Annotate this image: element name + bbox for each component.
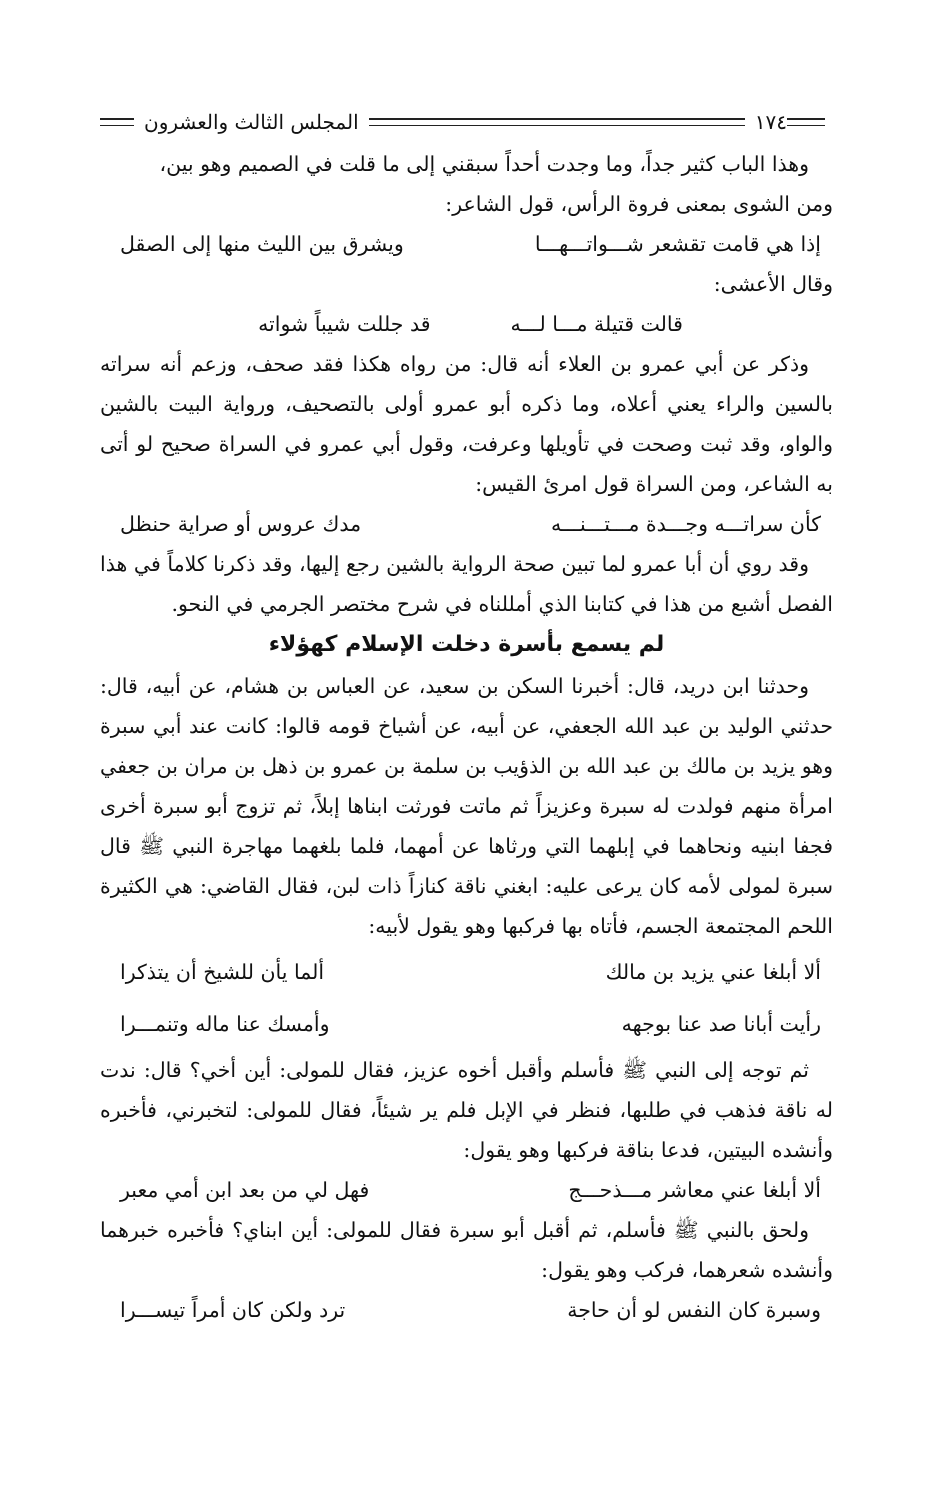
header-rule-short — [787, 118, 825, 126]
paragraph: وقال الأعشى: — [713, 272, 833, 296]
page-body — [100, 144, 833, 1330]
verse-second-hemistich: وأمسك عنا ماله وتنمـــرا — [120, 1012, 330, 1036]
paragraph: وذكر عن أبي عمرو بن العلاء أنه قال: من رواه هكذا فقد صحف، وزعم أنه سراته بالسين والراء يعني أعلاه، وما ذكره أبو عمرو أولى بالتصحيف، ورواية البيت بالشين والواو، وقد ثبت وصحت في تأويلها وعرفت، وقول أبي عمرو في السراة صحيح لو أتى به الشاعر، ومن السراة قول امرئ القيس: — [100, 352, 833, 496]
section-heading: لم يسمع بأسرة دخلت الإسلام كهؤلاء — [268, 632, 665, 657]
header-rule-end — [100, 118, 134, 126]
verse-first-hemistich: ألا أبلغا عني يزيد بن مالك — [605, 960, 821, 984]
verse-line — [100, 946, 833, 998]
verse-second-hemistich: فهل لي من بعد ابن أمي معبر — [120, 1178, 370, 1202]
verse-line — [100, 304, 833, 344]
verse-second-hemistich: ترد ولكن كان أمراً تيســـرا — [120, 1298, 346, 1322]
paragraph: وحدثنا ابن دريد، قال: أخبرنا السكن بن سعيد، عن العباس بن هشام، عن أبيه، قال: حدثني الوليد بن عبد الله الجعفي، عن أبيه، عن أشياخ قومه قالوا: كانت عند أبي سبرة وهو يزيد بن مالك بن عبد الله بن الذؤيب بن سلمة بن عمرو بن ذهل بن مران بن جعفي امرأة منهم فولدت له سبرة وعزيزاً ثم ماتت فورثت ابناها إبلاً، ثم تزوج أبو سبرة أخرى فجفا ابنيه ونحاهما في إبلهما التي ورثاها عن أمهما، فلما بلغهما مهاجرة النبي ﷺ قال سبرة لمولى لأمه كان يرعى عليه: ابغني ناقة كنازاً ذات لبن، فقال القاضي: هي الكثيرة اللحم المجتمعة الجسم، فأتاه بها فركبها وهو يقول لأبيه: — [100, 674, 833, 938]
running-title: المجلس الثالث والعشرون — [144, 110, 359, 134]
verse-line — [100, 1290, 833, 1330]
verse-first-hemistich: ألا أبلغا عني معاشر مـــذحـــج — [568, 1178, 821, 1202]
verse-line — [100, 998, 833, 1050]
verse-first-hemistich: كأن سراتـــه وجـــدة مـــتـــنـــه — [551, 512, 821, 536]
verse-line — [100, 224, 833, 264]
verse-line — [100, 1170, 833, 1210]
page-number: ١٧٤ — [754, 110, 787, 134]
verse-second-hemistich: ألما يأن للشيخ أن يتذكرا — [120, 960, 325, 984]
book-page — [100, 100, 833, 1330]
paragraph: وقد روي أن أبا عمرو لما تبين صحة الرواية بالشين رجع إليها، وقد ذكرنا كلاماً في هذا الفصل أشبع من هذا في كتابنا الذي أمللناه في شرح مختصر الجرمي في النحو. — [100, 552, 833, 616]
paragraph: ولحق بالنبي ﷺ فأسلم، ثم أقبل أبو سبرة فقال للمولى: أين ابناي؟ فأخبره خبرهما وأنشده شعرهما، فركب وهو يقول: — [100, 1218, 833, 1282]
paragraph: ثم توجه إلى النبي ﷺ فأسلم وأقبل أخوه عزيز، فقال للمولى: أين أخي؟ قال: ندت له ناقة فذهب في طلبها، فنظر في الإبل فلم ير شيئاً، فقال للمولى: لتخبرني، فأخبره وأنشده البيتين، فدعا بناقة فركبها وهو يقول: — [100, 1058, 833, 1162]
verse-first-hemistich: إذا هي قامت تقشعر شـــواتـــهـــا — [534, 232, 821, 256]
verse-second-hemistich: مدك عروس أو صراية حنظل — [120, 512, 362, 536]
verse-second-hemistich: قد جللت شيباً شواته — [258, 312, 431, 336]
paragraph: وهذا الباب كثير جداً، وما وجدت أحداً سبقني إلى ما قلت في الصميم وهو بين، — [159, 152, 809, 176]
verse-line — [100, 504, 833, 544]
verse-first-hemistich: قالت قتيلة مـــا لـــه — [510, 312, 683, 336]
verse-first-hemistich: وسبرة كان النفس لو أن حاجة — [567, 1298, 821, 1322]
verse-second-hemistich: ويشرق بين الليث منها إلى الصقل — [120, 232, 404, 256]
verse-first-hemistich: رأيت أبانا صد عنا بوجهه — [621, 1012, 821, 1036]
header-rule — [369, 118, 745, 126]
paragraph: ومن الشوى بمعنى فروة الرأس، قول الشاعر: — [445, 192, 833, 216]
running-header — [100, 100, 833, 144]
